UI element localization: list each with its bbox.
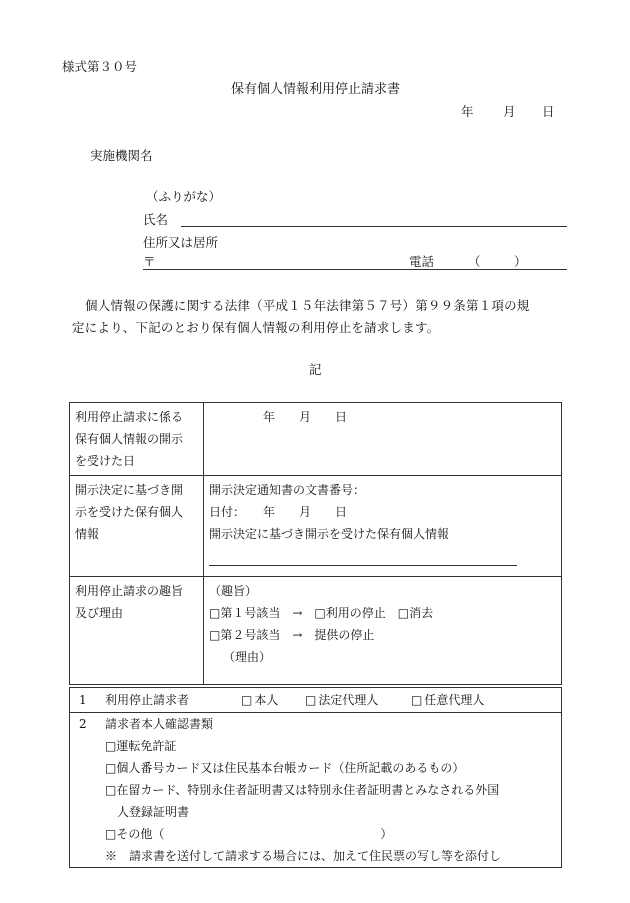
disclosed-info-field-line[interactable]: [209, 549, 517, 566]
agency-name-label: 実施機関名: [90, 148, 153, 163]
id-documents-header: [75, 713, 556, 735]
request-statement-line2: 定により、下記のとおり保有個人情報の利用停止を請求します。: [72, 320, 440, 335]
page-title: 保有個人情報利用停止請求書: [231, 82, 401, 97]
purpose-label: （趣旨）: [209, 584, 258, 598]
label-line: を受けた日: [75, 454, 136, 468]
checkbox-icon: □: [305, 693, 317, 707]
disclosure-date-value[interactable]: [204, 403, 562, 476]
row-number: 2: [79, 717, 87, 731]
form-number: 様式第３０号: [62, 59, 138, 74]
disclosure-date-label: [70, 403, 204, 476]
reason-label: （理由）: [223, 650, 272, 664]
label-line: 利用停止請求に係る: [75, 410, 184, 424]
table-row-disclosed-info: [70, 476, 562, 577]
mail-request-note: ※ 請求書を送付して請求する場合には、加えて住民票の写し等を添付し: [105, 849, 502, 863]
date-year: 年: [461, 104, 474, 119]
purpose-reason-value[interactable]: [204, 577, 562, 685]
label-line: 保有個人情報の開示: [75, 432, 184, 446]
furigana-label: （ふりがな）: [146, 189, 222, 204]
phone-label: 電話: [409, 254, 435, 269]
label-line: 示を受けた保有個人: [75, 505, 184, 519]
name-field-line[interactable]: [181, 226, 567, 227]
option-legal-agent[interactable]: □ 法定代理人: [305, 693, 379, 707]
id-doc-residence-card[interactable]: □在留カード、特別永住者証明書又は特別永住者証明書とみなされる外国: [105, 783, 500, 797]
label-line: 開示決定に基づき開: [75, 483, 184, 497]
purpose-reason-label: [70, 577, 204, 685]
postal-mark: 〒: [143, 254, 156, 269]
address-field-line[interactable]: [143, 269, 567, 270]
id-doc-other[interactable]: □その他（ ）: [105, 827, 393, 841]
disclosure-date-text: 年 月 日: [263, 410, 348, 424]
label-line: 及び理由: [75, 606, 124, 620]
request-details-table: [69, 402, 562, 685]
table-row-purpose-reason: [70, 577, 562, 685]
option-self[interactable]: □ 本人: [241, 693, 279, 707]
purpose-option-1[interactable]: □第１号該当 → □利用の停止 □消去: [209, 606, 434, 620]
disclosed-info-value[interactable]: [204, 476, 562, 577]
address-label: 住所又は居所: [143, 235, 219, 250]
id-doc-drivers-license[interactable]: □運転免許証: [105, 739, 177, 753]
phone-paren-close: ）: [514, 254, 527, 269]
requester-info-table: [69, 687, 562, 868]
table-row-id-documents: [70, 713, 562, 868]
disclosed-info-label: [70, 476, 204, 577]
id-doc-my-number-card[interactable]: □個人番号カード又は住民基本台帳カード（住所記載のあるもの）: [105, 761, 465, 775]
checkbox-icon: □: [241, 693, 253, 707]
doc-number-label: 開示決定通知書の文書番号：: [209, 483, 366, 497]
request-statement: [72, 295, 572, 339]
ki-heading: 記: [309, 362, 322, 377]
id-documents-label: 請求者本人確認書類: [105, 717, 214, 731]
requester-type-label: 利用停止請求者: [105, 693, 190, 707]
date-month: 月: [503, 104, 516, 119]
date-day: 日: [542, 104, 555, 119]
requester-type-cell: [70, 688, 562, 713]
checkbox-icon: □: [411, 693, 423, 707]
table-row-requester-type: [70, 688, 562, 713]
id-documents-cell: [70, 713, 562, 868]
row-number: 1: [79, 693, 87, 707]
disclosed-info-text: 開示決定に基づき開示を受けた保有個人情報: [209, 527, 450, 541]
option-voluntary-agent[interactable]: □ 任意代理人: [411, 693, 485, 707]
phone-paren-open: （: [468, 254, 481, 269]
table-row-disclosure-date: [70, 403, 562, 476]
purpose-option-2[interactable]: □第２号該当 → 提供の停止: [209, 628, 375, 642]
request-statement-line1: 個人情報の保護に関する法律（平成１５年法律第５７号）第９９条第１項の規: [85, 298, 530, 313]
label-line: 利用停止請求の趣旨: [75, 584, 184, 598]
id-doc-residence-card-cont: 人登録証明書: [117, 805, 190, 819]
notice-date-label: 日付： 年 月 日: [209, 505, 348, 519]
name-label: 氏名: [143, 212, 169, 227]
label-line: 情報: [75, 527, 100, 541]
